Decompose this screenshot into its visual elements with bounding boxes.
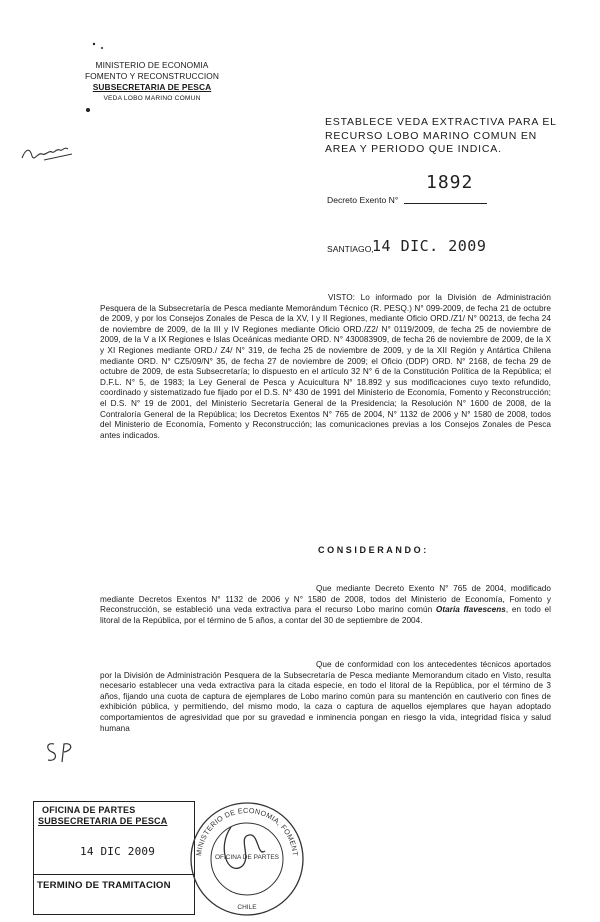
document-subject: ESTABLECE VEDA EXTRACTIVA PARA EL RECURSO LOBO MARINO COMUN EN AREA Y PERIODO QUE INDICA. bbox=[325, 116, 557, 155]
handwritten-initials bbox=[42, 738, 78, 773]
letterhead-subsecretaria: SUBSECRETARIA DE PESCA bbox=[92, 82, 212, 92]
decree-label: Decreto Exento N° bbox=[327, 195, 399, 205]
header-marks bbox=[90, 38, 110, 54]
stamp-line-2: SUBSECRETARIA DE PESCA bbox=[38, 816, 168, 826]
visto-paragraph: VISTO: Lo informado por la División de Administración Pesquera de la Subsecretaría de Pesca mediante Memorándum Técnico (R. PESQ.) N° 099-2009, de fecha 21 de octubre de 2009, y por los Consejos Zonales de Pesca de la XV, I y II Regiones, mediante Oficio ORD./Z1/ N° 00213, de fecha 24 de noviembre de 2009, de la III y IV Regiones mediante Oficio ORD./Z2/ N° 0119/2009, de fecha 25 de noviembre de 2009, de la V a IX Regiones e Islas Oceánicas mediante ORD. N° 430083909, de fecha 26 de noviembre de 2009, de la X y XI Regiones mediante ORD./ Z4/ N° 319, de fecha 25 de noviembre de 2009, y de la XII Región y Antártica Chilena mediante ORD. N° CZ5/09/N° 35, de fecha 27 de noviembre de 2009; el Oficio (DDP) ORD. N° 2168, de fecha 29 de octubre de 2009, de esta Subsecretaría; lo dispuesto en el artículo 32 N° 6 de la Constitución Política de la República; el D.F.L. N° 5, de 1983; la Ley General de Pesca y Acuicultura N° 18.892 y sus modificaciones cuyo texto refundido, coordinado y sistematizado fue fijado por el D.S. N° 430 de 1991 del Ministerio de Economía, Fomento y Reconstrucción; el D.S. N° 19 de 2001, del Ministerio Secretaría General de la Presidencia; la Resolución N° 1600 de 2008, de la Contraloría General de la República; los Decretos Exentos N° 765 de 2004, N° 1132 de 2006 y N° 1580 de 2008, todos del Ministerio de Economía, Fomento y Reconstrucción; las comunicaciones previas a los Consejos Zonales de Pesca antes indicados. bbox=[100, 293, 551, 440]
species-name: Otaria flavescens bbox=[435, 605, 506, 615]
seal-center-text: OFICINA DE PARTES bbox=[214, 854, 280, 861]
place-label: SANTIAGO, bbox=[327, 244, 374, 254]
considerando-paragraph-2: Que de conformidad con los antecedentes técnicos aportados por la División de Administración Pesquera de la Subsecretaría de Pesca mediante Memorandum citado en Visto, resulta necesario establecer una veda extractiva para la citada especie, en todo el litoral de la República, por el término de 3 años, fijando una cuota de captura de ejemplares de Lobo marino común para su mantención en cautiverio con fines de exhibición pública, y permitiendo, del mismo modo, la caza o captura de aquellos ejemplares que hayan adoptado comportamientos de agresividad que por su gravedad e inminencia pongan en riesgo la vida, integridad física y salud humana bbox=[100, 660, 551, 733]
handwritten-mark-icon bbox=[18, 140, 78, 173]
oficina-partes-stamp bbox=[33, 801, 195, 915]
letterhead bbox=[62, 60, 242, 104]
document-date: 14 DIC. 2009 bbox=[372, 237, 487, 255]
stamp-line-3: TERMINO DE TRAMITACION bbox=[37, 880, 171, 891]
stamp-line-1: OFICINA DE PARTES bbox=[42, 805, 136, 815]
decree-number: 1892 bbox=[426, 172, 474, 193]
considerando-paragraph-1: Que mediante Decreto Exento N° 765 de 2004, modificado mediante Decretos Exentos N° 1132 de 2006 y N° 1580 de 2008, todos del Ministerio de Economía, Fomento y Reconstrucción, se estableció una veda extractiva para el recurso Lobo marino común Otaria flavescens, en todo el litoral de la República, por el término de 5 años, a contar del 30 de septiembre de 2004. bbox=[100, 584, 552, 625]
letterhead-subject-tag: VEDA LOBO MARINO COMUN bbox=[103, 95, 201, 102]
seal-outer-text: MINISTERIO DE ECONOMIA, FOMENT bbox=[194, 805, 300, 857]
letterhead-ministry-2: FOMENTO Y RECONSTRUCCION bbox=[84, 71, 220, 81]
decree-underline bbox=[404, 203, 487, 204]
stamp-date: 14 DIC 2009 bbox=[80, 845, 156, 858]
bullet-mark bbox=[85, 100, 91, 118]
svg-text:MINISTERIO DE ECONOMIA, FOMENT bbox=[187, 797, 300, 857]
letterhead-ministry: MINISTERIO DE ECONOMIA bbox=[95, 60, 209, 70]
stamp-divider bbox=[34, 874, 194, 875]
ministry-seal-icon bbox=[187, 797, 307, 917]
considerando-heading: CONSIDERANDO: bbox=[318, 545, 429, 555]
seal-bottom-text: CHILE bbox=[237, 904, 257, 911]
